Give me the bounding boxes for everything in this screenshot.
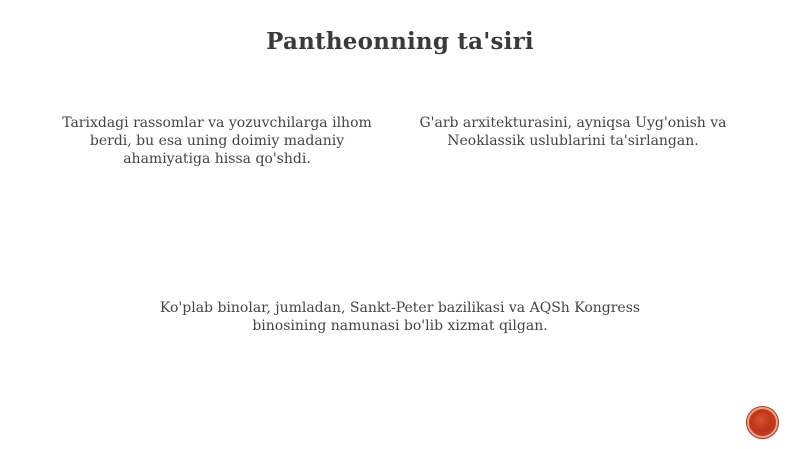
next-slide-button[interactable] — [747, 407, 778, 438]
text-block-buildings: Ko'plab binolar, jumladan, Sankt-Peter bazilikasi va AQSh Kongress binosining namunasi bo'lib xizmat qilgan. — [159, 300, 641, 334]
text-block-inspiration: Tarixdagi rassomlar va yozuvchilarga ilhom berdi, bu esa uning doimiy madaniy ahamiyatiga hissa qo'shdi. — [62, 115, 372, 167]
slide-title: Pantheonning ta'siri — [266, 28, 534, 55]
circle-nav-icon — [753, 413, 772, 432]
text-block-architecture: G'arb arxitekturasini, ayniqsa Uyg'onish va Neoklassik uslublarini ta'sirlangan. — [419, 115, 727, 149]
